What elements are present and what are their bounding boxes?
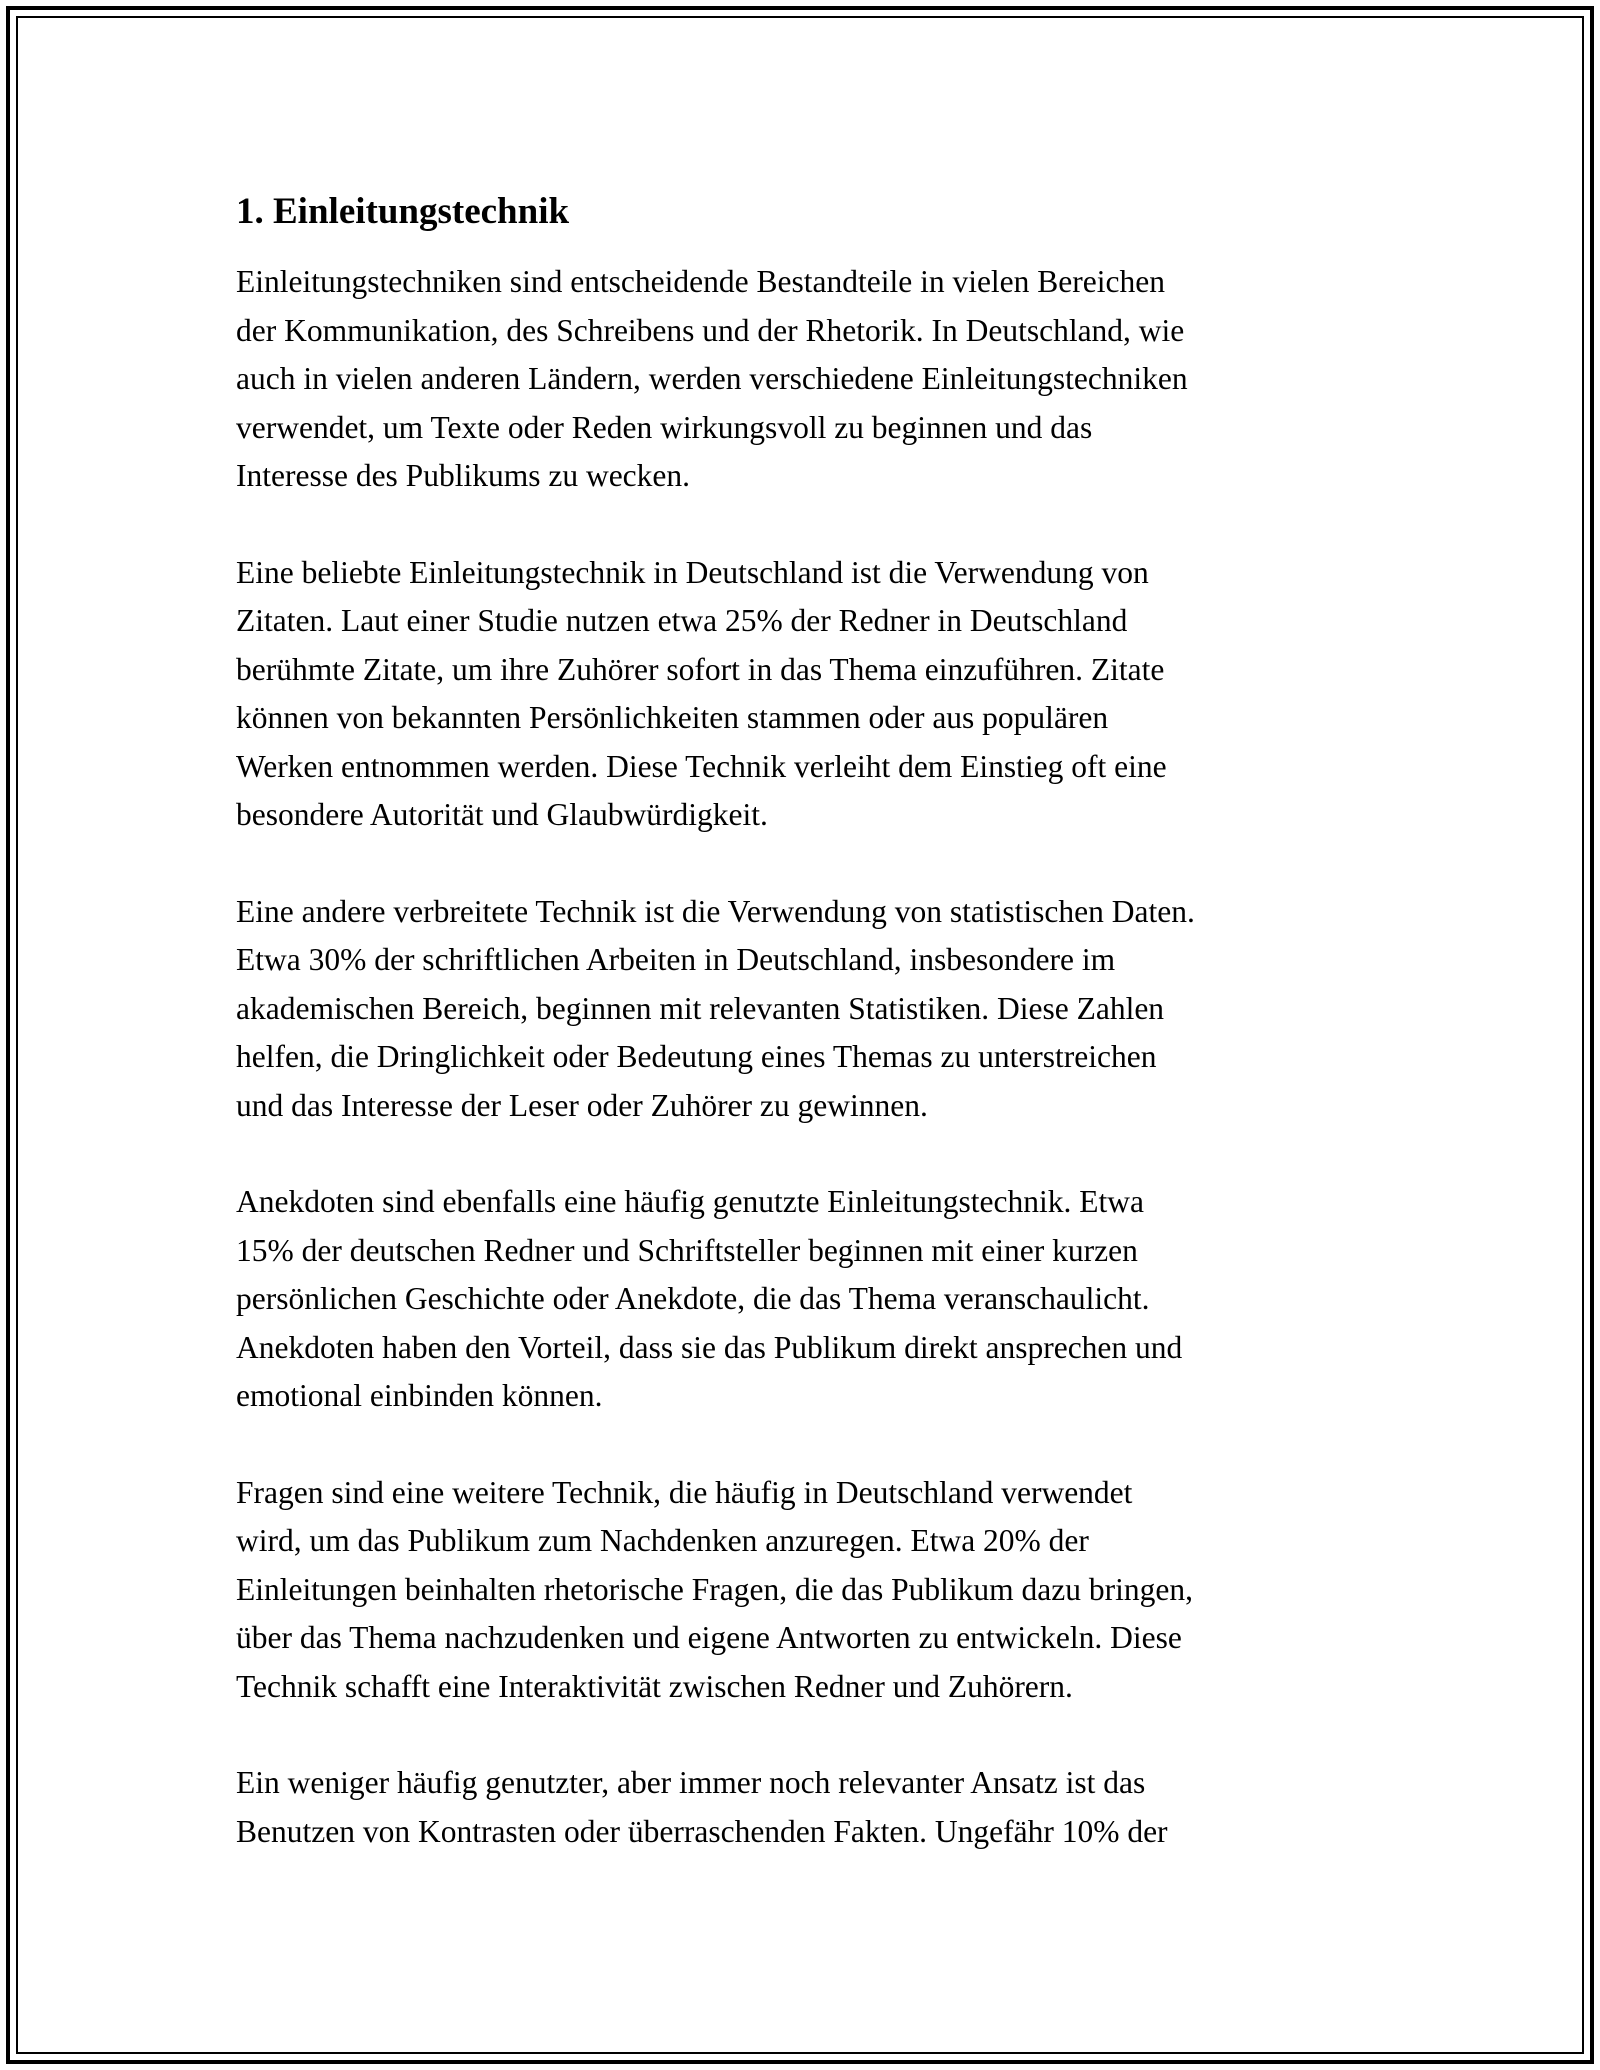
paragraph-intro — [236, 258, 1366, 501]
text-line: akademischen Bereich, beginnen mit relevanten Statistiken. Diese Zahlen — [236, 990, 1165, 1026]
text-line: können von bekannten Persönlichkeiten stammen oder aus populären — [236, 700, 1109, 735]
text-line: helfen, die Dringlichkeit oder Bedeutung eines Themas zu unterstreichen — [236, 1039, 1157, 1074]
text-line: Anekdoten haben den Vorteil, dass sie das Publikum direkt ansprechen und — [236, 1329, 1183, 1365]
text-line: auch in vielen anderen Ländern, werden verschiedene Einleitungstechniken — [236, 361, 1188, 396]
text-line: Eine andere verbreitete Technik ist die Verwendung von statistischen Daten. — [236, 893, 1195, 929]
text-line: persönlichen Geschichte oder Anekdote, die das Thema veranschaulicht. — [236, 1281, 1150, 1316]
text-line: über das Thema nachzudenken und eigene Antworten zu entwickeln. Diese — [236, 1620, 1182, 1655]
section-heading: 1. Einleitungstechnik — [236, 191, 570, 232]
text-line: Fragen sind eine weitere Technik, die häufig in Deutschland verwendet — [236, 1474, 1133, 1510]
text-line: Interesse des Publikums zu wecken. — [236, 458, 691, 493]
paragraph-anecdotes — [236, 1178, 1366, 1421]
text-line: Anekdoten sind ebenfalls eine häufig genutzte Einleitungstechnik. Etwa — [236, 1184, 1144, 1219]
text-line: Etwa 30% der schriftlichen Arbeiten in Deutschland, insbesondere im — [236, 942, 1116, 977]
text-line: der Kommunikation, des Schreibens und der Rhetorik. In Deutschland, wie — [236, 312, 1185, 348]
paragraph-contrasts — [236, 1759, 1366, 1856]
text-line: Werken entnommen werden. Diese Technik verleiht dem Einstieg oft eine — [236, 748, 1167, 784]
text-line: berühmte Zitate, um ihre Zuhörer sofort in das Thema einzuführen. Zitate — [236, 651, 1165, 687]
text-line: Technik schafft eine Interaktivität zwischen Redner und Zuhörern. — [236, 1668, 1073, 1704]
text-line: Einleitungen beinhalten rhetorische Fragen, die das Publikum dazu bringen, — [236, 1571, 1193, 1607]
document-body — [236, 188, 1366, 1904]
paragraph-quotes — [236, 549, 1366, 840]
text-line: Einleitungstechniken sind entscheidende Bestandteile in vielen Bereichen — [236, 264, 1165, 299]
paragraph-statistics — [236, 888, 1366, 1131]
text-line: 15% der deutschen Redner und Schriftsteller beginnen mit einer kurzen — [236, 1232, 1138, 1268]
text-line: Zitaten. Laut einer Studie nutzen etwa 25% der Redner in Deutschland — [236, 603, 1128, 638]
text-line: Eine beliebte Einleitungstechnik in Deutschland ist die Verwendung von — [236, 554, 1149, 590]
text-line: Benutzen von Kontrasten oder überraschenden Fakten. Ungefähr 10% der — [236, 1813, 1168, 1849]
text-line: Ein weniger häufig genutzter, aber immer noch relevanter Ansatz ist das — [236, 1765, 1146, 1800]
text-line: besondere Autorität und Glaubwürdigkeit. — [236, 797, 768, 832]
text-line: verwendet, um Texte oder Reden wirkungsvoll zu beginnen und das — [236, 409, 1093, 445]
text-line: wird, um das Publikum zum Nachdenken anzuregen. Etwa 20% der — [236, 1523, 1089, 1558]
paragraph-questions — [236, 1469, 1366, 1712]
text-line: und das Interesse der Leser oder Zuhörer zu gewinnen. — [236, 1087, 928, 1123]
text-line: emotional einbinden können. — [236, 1378, 603, 1413]
